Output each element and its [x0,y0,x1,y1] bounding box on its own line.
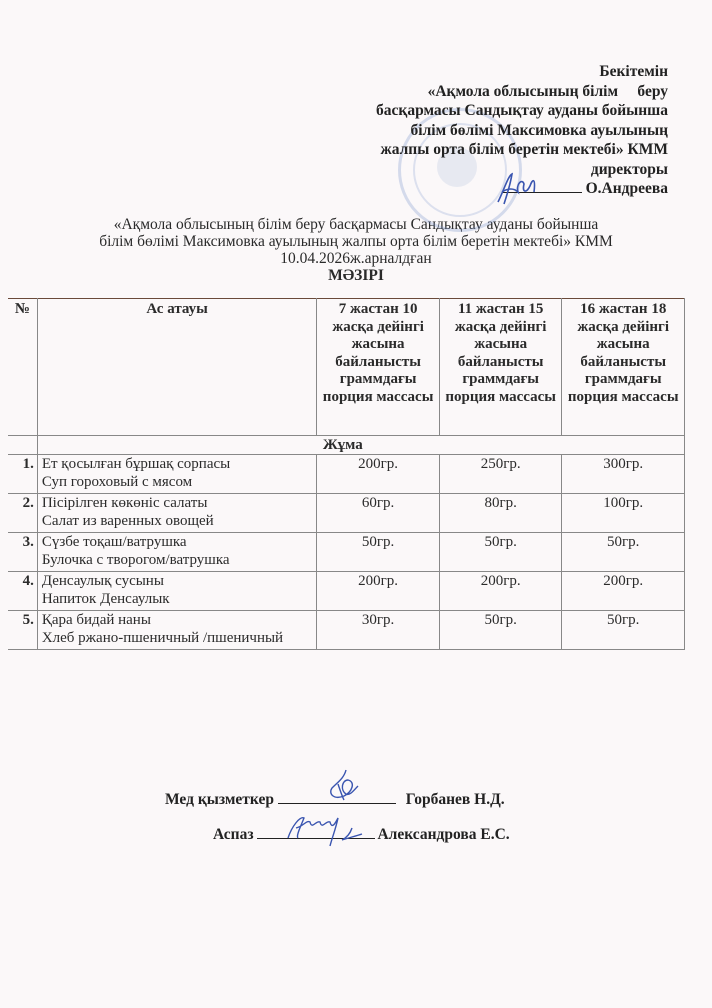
approval-line: білім бөлімі Максимовка ауылының [410,121,668,139]
row-number: 3. [8,533,37,572]
portion-16-18: 50гр. [562,611,685,650]
portion-16-18: 50гр. [562,533,685,572]
portion-11-15: 200гр. [439,572,562,611]
dish-name-kz: Сүзбе тоқаш/ватрушка [41,534,187,550]
dish-name [37,494,317,533]
portion-16-18: 200гр. [562,572,685,611]
dish-name-ru: Булочка с творогом/ватрушка [41,552,230,568]
portion-7-10: 60гр. [317,494,440,533]
medic-name: Горбанев Н.Д. [405,791,505,808]
header-age-7-10: 7 жастан 10 жасқа дейінгі жасына байланысты граммдағы порция массасы [317,299,440,436]
row-number: 1. [8,455,37,494]
cook-label: Аспаз [213,826,254,843]
dish-name-kz: Қара бидай наны [41,612,151,628]
dish-name-ru: Суп гороховый с мясом [41,474,193,490]
table-row [8,533,685,572]
table-row [8,494,685,533]
org-line-1: «Ақмола облысының білім беру басқармасы Сандықтау ауданы бойынша [113,216,599,233]
portion-7-10: 50гр. [317,533,440,572]
cook-signature [282,808,372,848]
table-header-row [8,299,685,436]
portion-11-15: 80гр. [439,494,562,533]
portion-7-10: 30гр. [317,611,440,650]
header-age-16-18: 16 жастан 18 жасқа дейінгі жасына байланысты граммдағы порция массасы [562,299,685,436]
approval-line: директоры [590,160,668,178]
portion-11-15: 50гр. [439,611,562,650]
menu-table [8,298,685,650]
dish-name [37,455,317,494]
date-line: 10.04.2026ж.арналдған [280,250,432,267]
day-row [8,436,685,455]
table-row [8,611,685,650]
row-number: 2. [8,494,37,533]
dish-name-ru: Салат из варенных овощей [41,513,214,529]
approval-line: «Ақмола облысының білім беру [427,82,668,100]
portion-7-10: 200гр. [317,572,440,611]
approval-line: Бекітемін [599,63,668,80]
dish-name [37,611,317,650]
dish-name-kz: Денсаулық сусыны [41,573,164,589]
dish-name-kz: Ет қосылған бұршақ сорпасы [41,456,231,472]
cook-name: Александрова Е.С. [377,826,510,843]
document-heading [0,216,712,284]
table-row [8,455,685,494]
medic-signature [318,768,368,804]
day-row-spacer [37,436,317,455]
dish-name-kz: Пісірілген көкөніс салаты [41,495,208,511]
director-signature [490,170,540,210]
approval-line: басқармасы Сандықтау ауданы бойынша [376,102,668,119]
dish-name-ru: Хлеб ржано-пшеничный /пшеничный [41,630,284,646]
portion-11-15: 250гр. [439,455,562,494]
portion-7-10: 200гр. [317,455,440,494]
day-label: Жұма [317,436,685,455]
approval-line: жалпы орта білім беретін мектебі» КММ [380,141,668,158]
org-line-2: білім бөлімі Максимовка ауылының жалпы орта білім беретін мектебі» КММ [99,233,613,250]
day-row-number-cell [8,436,37,455]
row-number: 5. [8,611,37,650]
dish-name-ru: Напиток Денсаулык [41,591,170,607]
page-title: МӘЗІРІ [328,267,384,284]
row-number: 4. [8,572,37,611]
header-age-11-15: 11 жастан 15 жасқа дейінгі жасына байланысты граммдағы порция массасы [439,299,562,436]
dish-name [37,533,317,572]
approval-signer: О.Андреева [585,180,668,197]
dish-name [37,572,317,611]
portion-16-18: 300гр. [562,455,685,494]
header-number: № [8,299,37,436]
portion-11-15: 50гр. [439,533,562,572]
portion-16-18: 100гр. [562,494,685,533]
table-row [8,572,685,611]
medic-label: Мед қызметкер [165,791,274,808]
header-dish-name: Ас атауы [37,299,317,436]
